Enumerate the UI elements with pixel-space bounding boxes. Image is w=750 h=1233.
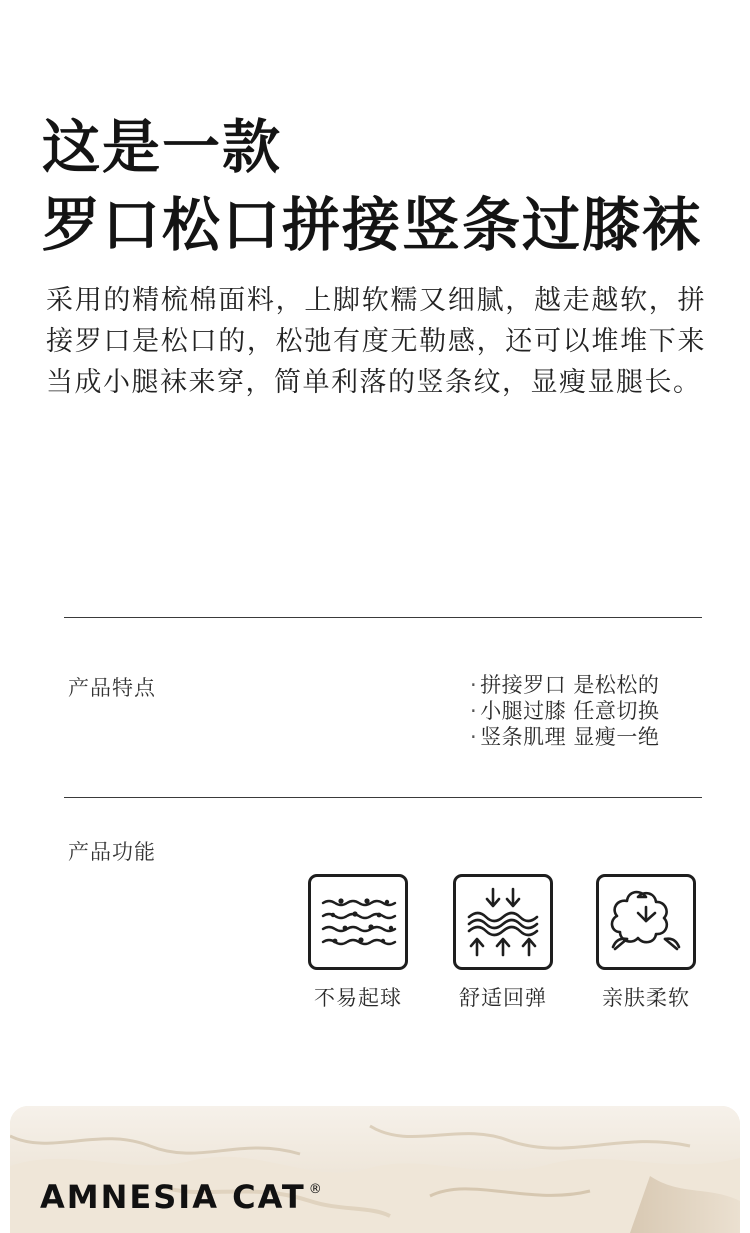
headline-line-2: 罗口松口拼接竖条过膝袜 [42, 191, 703, 259]
feature-item: · 小腿过膝 任意切换 [470, 699, 660, 723]
feature-item: · 竖条肌理 显瘦一绝 [470, 725, 660, 749]
anti-pilling-icon [308, 874, 408, 970]
function-anti-pilling [306, 874, 410, 1012]
function-caption: 不易起球 [314, 986, 402, 1010]
elastic-rebound-icon [453, 874, 553, 970]
product-description: 采用的精梳棉面料，上脚软糯又细腻，越走越软，拼接罗口是松口的，松弛有度无勒感，还可以堆堆下来当成小腿袜来穿，简单利落的竖条纹，显瘦显腿长。 [46, 285, 706, 398]
headline-line-1: 这是一款 [42, 113, 283, 181]
cotton-flower-icon-graphic [605, 883, 687, 961]
functions-label: 产品功能 [68, 840, 156, 864]
function-caption: 舒适回弹 [459, 986, 547, 1010]
features-label: 产品特点 [68, 676, 156, 700]
cotton-flower-icon [596, 874, 696, 970]
features-list [470, 672, 710, 750]
function-caption: 亲肤柔软 [602, 986, 690, 1010]
divider [64, 617, 702, 618]
page-title [42, 108, 722, 264]
elastic-rebound-icon-graphic [463, 885, 543, 959]
function-elastic-rebound [451, 874, 555, 1012]
brand-logo: AMNESIA CAT ® [40, 1178, 324, 1216]
divider [64, 797, 702, 798]
feature-item: · 拼接罗口 是松松的 [470, 673, 660, 697]
function-cotton-soft [594, 874, 698, 1012]
anti-pilling-icon-graphic [315, 889, 401, 955]
